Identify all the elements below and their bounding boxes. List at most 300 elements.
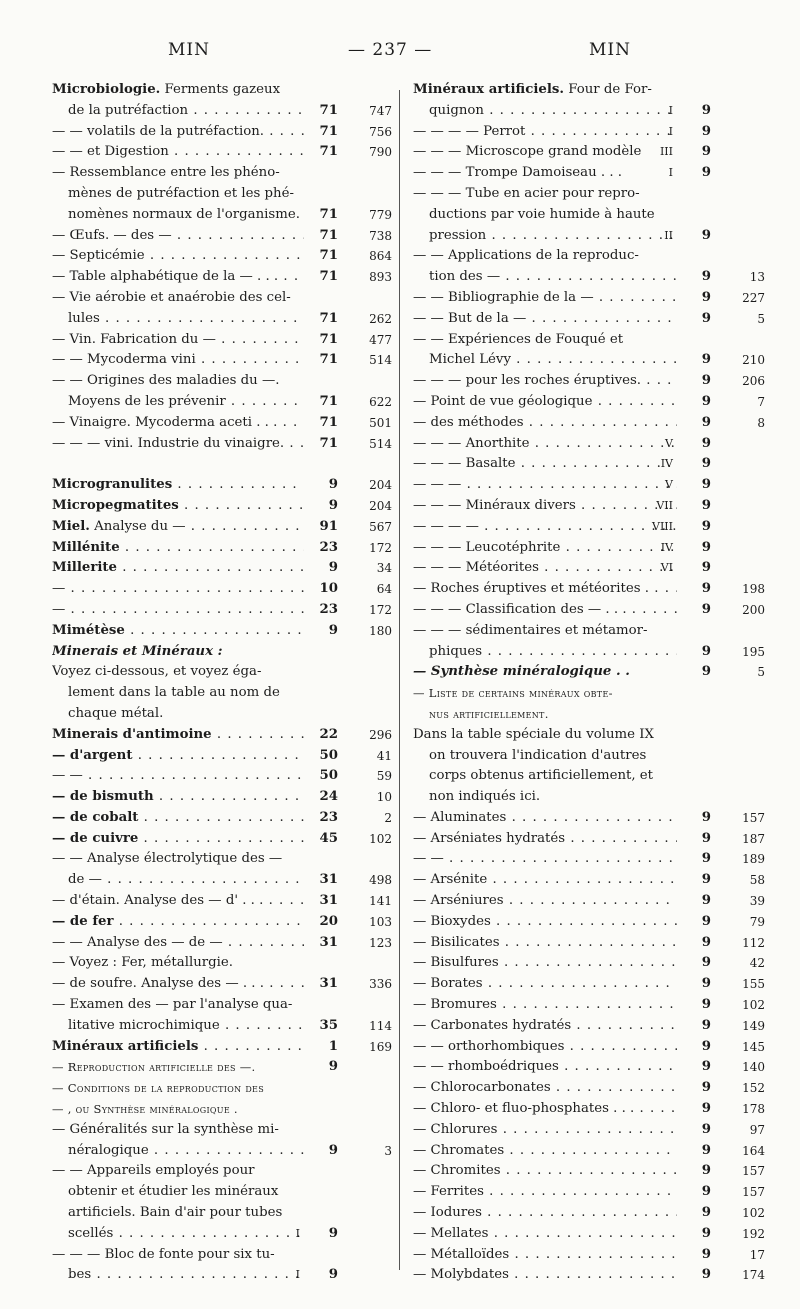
volume-number: 9 [701, 601, 711, 617]
volume-number: 71 [319, 331, 338, 347]
page-reference: 79 [749, 914, 765, 929]
page-reference: 64 [376, 582, 392, 597]
volume-number: 9 [701, 373, 711, 389]
index-entry [413, 787, 765, 808]
index-entry [52, 579, 392, 600]
entry-text [68, 683, 304, 704]
entry-label: — Arséniates hydratés [413, 830, 566, 846]
entry-text [68, 309, 304, 330]
page-reference: 198 [742, 582, 765, 597]
page-reference: 210 [742, 353, 765, 368]
entry-text [68, 1182, 304, 1203]
entry-label: — Bisulfures [413, 955, 499, 971]
entry-label: — [52, 581, 66, 597]
volume-number: 9 [701, 809, 711, 825]
volume-number: 9 [701, 1038, 711, 1054]
index-entry [52, 1120, 392, 1141]
index-entry [413, 1099, 765, 1120]
entry-label: Microbiologie. [52, 82, 161, 97]
entry-text [68, 184, 304, 205]
volume-number: 71 [319, 352, 338, 368]
page-reference: 164 [742, 1143, 765, 1158]
entry-text [413, 163, 677, 184]
entry-text [413, 184, 677, 205]
volume-number: 31 [319, 934, 338, 950]
entry-text [52, 80, 304, 101]
plate-number: I [668, 103, 673, 117]
index-entry [413, 891, 765, 912]
volume-number: 9 [701, 1059, 711, 1075]
index-entry [413, 1120, 765, 1141]
entry-text [413, 870, 677, 891]
entry-label: de la putréfaction [68, 102, 189, 118]
entry-label: — — Analyse des — de — [52, 934, 223, 950]
index-entry [413, 517, 765, 538]
index-entry [52, 787, 392, 808]
index-entry [413, 309, 765, 330]
entry-label: — — — — [413, 518, 479, 534]
entry-label: Minerais et Minéraux : [52, 643, 223, 659]
index-entry [52, 995, 392, 1016]
entry-text [413, 142, 677, 163]
index-entry [52, 849, 392, 870]
entry-label: — Bromures [413, 997, 497, 1013]
entry-text [52, 642, 304, 663]
entry-text [52, 1057, 304, 1079]
page-reference: 790 [369, 145, 392, 160]
entry-text [413, 558, 677, 579]
volume-number: 31 [319, 976, 338, 992]
entry-text [413, 600, 677, 621]
page-reference: 102 [742, 998, 765, 1013]
volume-number: 22 [319, 726, 338, 742]
entry-text [52, 933, 304, 954]
plate-number: I [295, 1226, 300, 1240]
entry-text [52, 288, 304, 309]
index-entry [413, 558, 765, 579]
index-entry [52, 142, 392, 163]
volume-number: 50 [319, 747, 338, 763]
page-reference: 155 [742, 977, 765, 992]
entry-label: — — — Bloc de fonte pour six tu- [52, 1246, 275, 1262]
volume-number: 9 [701, 227, 711, 243]
page-reference: 145 [742, 1039, 765, 1054]
entry-label: — de bismuth [52, 789, 154, 805]
page-reference: 172 [369, 540, 392, 555]
volume-number: 9 [701, 393, 711, 409]
page-reference: 13 [749, 270, 765, 285]
page-reference: 200 [742, 602, 765, 617]
entry-text [52, 371, 304, 392]
entry-label: — Synthèse minéralogique . . [413, 664, 630, 680]
entry-label: — — — Anorthite [413, 435, 530, 451]
index-entry [413, 933, 765, 954]
index-entry [413, 267, 765, 288]
entry-text [413, 1057, 677, 1078]
entry-text [52, 849, 304, 870]
entry-label: — Bioxydes [413, 913, 491, 929]
entry-text [68, 392, 304, 413]
page-reference: 864 [369, 249, 392, 264]
entry-label: — Métalloïdes [413, 1246, 510, 1262]
index-entry [52, 226, 392, 247]
entry-text [413, 1182, 677, 1203]
volume-number: 24 [319, 789, 338, 805]
index-entry [52, 538, 392, 559]
entry-text [52, 579, 304, 600]
volume-number: 9 [701, 1121, 711, 1137]
index-entry [413, 621, 765, 642]
volume-number: 9 [328, 1225, 338, 1241]
entry-text [52, 1161, 304, 1182]
entry-text [429, 205, 677, 226]
index-entry [413, 1224, 765, 1245]
volume-number: 10 [319, 581, 338, 597]
volume-number: 71 [319, 102, 338, 118]
volume-number: 9 [701, 581, 711, 597]
volume-number: 9 [701, 269, 711, 285]
entry-text [413, 80, 677, 101]
volume-number: 9 [701, 893, 711, 909]
entry-text [413, 829, 677, 850]
volume-number: 9 [328, 1267, 338, 1283]
entry-text [429, 642, 677, 663]
page-reference: 102 [369, 831, 392, 846]
entry-text [413, 579, 677, 600]
index-entry [413, 642, 765, 663]
index-entry [52, 1057, 392, 1078]
entry-label: — Chlorocarbonates [413, 1080, 551, 1096]
index-entry [52, 434, 392, 455]
entry-label: — Chromites [413, 1163, 501, 1179]
index-entry [413, 454, 765, 475]
page-reference: 5 [757, 665, 765, 680]
entry-text [413, 891, 677, 912]
index-entry [413, 475, 765, 496]
page-reference: 41 [376, 748, 392, 763]
page-reference: 498 [369, 873, 392, 888]
index-entry [52, 953, 392, 974]
entry-label: néralogique [68, 1142, 149, 1158]
entry-label: scellés [68, 1225, 114, 1241]
plate-number: V [665, 436, 673, 450]
index-entry [52, 1037, 392, 1058]
index-entry [52, 184, 392, 205]
page-reference: 779 [369, 207, 392, 222]
index-entry [413, 101, 765, 122]
plate-number: III [659, 145, 673, 159]
volume-number: 9 [701, 830, 711, 846]
entry-label: — — — Leucotéphrite [413, 539, 561, 555]
entry-label: — Chromates [413, 1142, 505, 1158]
page-reference: 157 [742, 1164, 765, 1179]
page-reference: 5 [757, 311, 765, 326]
entry-label-continued: Ferments gazeux [160, 82, 281, 97]
index-entry [52, 829, 392, 850]
volume-number: 71 [319, 248, 338, 264]
page-reference: 192 [742, 1226, 765, 1241]
page-reference: 187 [742, 831, 765, 846]
page-reference: 169 [369, 1039, 392, 1054]
volume-number: 9 [701, 955, 711, 971]
entry-text [413, 454, 677, 475]
plate-number: IV [660, 457, 673, 471]
right-column [413, 80, 765, 1286]
entry-text [52, 267, 304, 288]
entry-label: non indiqués ici. [429, 789, 541, 805]
entry-label: Millerite [52, 560, 117, 576]
entry-text [52, 829, 304, 850]
entry-label: — — But de la — [413, 310, 527, 326]
plate-number: IV [660, 540, 673, 554]
page-reference: 103 [369, 914, 392, 929]
entry-text [429, 766, 677, 787]
index-entry [52, 1161, 392, 1182]
plate-number: VIII [652, 519, 673, 533]
page-reference: 501 [369, 415, 392, 430]
volume-number: 23 [319, 809, 338, 825]
entry-label: mènes de putréfaction et les phé- [68, 185, 294, 201]
volume-number: 9 [701, 664, 711, 680]
entry-label: Moyens de les prévenir [68, 393, 226, 409]
entry-label: — Liste de certains minéraux obte- [413, 686, 613, 701]
entry-text [52, 1078, 304, 1100]
index-entry [413, 849, 765, 870]
volume-number: 9 [701, 144, 711, 160]
entry-label: — — — Tube en acier pour repro- [413, 185, 640, 201]
index-entry [413, 1161, 765, 1182]
volume-number: 9 [701, 1225, 711, 1241]
entry-label: — des méthodes [413, 414, 524, 430]
index-entry [52, 725, 392, 746]
entry-text [413, 517, 677, 538]
page-reference: 893 [369, 270, 392, 285]
entry-text [429, 226, 677, 247]
entry-label: — — Expériences de Fouqué et [413, 331, 624, 347]
page-reference: 195 [742, 644, 765, 659]
entry-text [52, 808, 304, 829]
page-reference: 3 [384, 1143, 392, 1158]
entry-text [429, 350, 677, 371]
entry-label: — de cuivre [52, 830, 139, 846]
entry-text [413, 496, 677, 517]
entry-label: — Roches éruptives et météorites . [413, 581, 650, 597]
entry-label: — Voyez : Fer, métallurgie. [52, 955, 233, 971]
volume-number: 9 [701, 1101, 711, 1117]
entry-text [413, 912, 677, 933]
entry-text [52, 600, 304, 621]
index-entry [52, 454, 392, 475]
entry-label: — Aluminates [413, 809, 507, 825]
volume-number: 9 [701, 913, 711, 929]
entry-label: — d'étain. Analyse des — d' . . . [52, 893, 264, 909]
page-reference: 17 [749, 1247, 765, 1262]
page-reference: 622 [369, 394, 392, 409]
left-column [52, 80, 392, 1286]
index-entry [52, 392, 392, 413]
entry-label: — — — Météorites [413, 560, 539, 576]
volume-number: 9 [701, 539, 711, 555]
page-reference: 102 [742, 1206, 765, 1221]
index-entry [52, 974, 392, 995]
entry-label: — — Origines des maladies du —. [52, 373, 280, 389]
entry-text [413, 953, 677, 974]
entry-label: — — — vini. Industrie du vinaigre. [52, 435, 285, 451]
index-entry [413, 683, 765, 704]
page-reference: 97 [749, 1122, 765, 1137]
entry-label: — — — Minéraux divers [413, 497, 576, 513]
entry-text [52, 621, 304, 642]
entry-label: litative microchimique [68, 1017, 220, 1033]
entry-label: phiques [429, 643, 483, 659]
entry-label: Voyez ci-dessous, et voyez éga- [52, 664, 262, 680]
entry-label: Miel. [52, 518, 90, 534]
volume-number: 20 [319, 913, 338, 929]
entry-text [413, 1245, 677, 1266]
entry-text [413, 1224, 677, 1245]
index-entry [413, 371, 765, 392]
entry-label: lement dans la table au nom de [68, 685, 280, 701]
index-entry [413, 1078, 765, 1099]
index-entry [52, 350, 392, 371]
entry-label: — — — Classification des — . . . [413, 601, 627, 617]
entry-label: — Point de vue géologique [413, 393, 593, 409]
index-entry [52, 330, 392, 351]
index-entry [52, 1141, 392, 1162]
index-entry [413, 330, 765, 351]
index-entry [52, 891, 392, 912]
index-entry [413, 704, 765, 725]
entry-label: — Septicémie [52, 248, 145, 264]
entry-text [413, 413, 677, 434]
page-reference: 189 [742, 852, 765, 867]
volume-number: 9 [701, 477, 711, 493]
volume-number: 1 [328, 1038, 338, 1054]
entry-label: — — [413, 851, 444, 867]
page-reference: 174 [742, 1268, 765, 1283]
page-reference: 172 [369, 602, 392, 617]
volume-number: 71 [319, 393, 338, 409]
index-entry [413, 1016, 765, 1037]
volume-number: 9 [701, 1205, 711, 1221]
entry-label: — Ferrites [413, 1184, 484, 1200]
entry-label: tion des — [429, 269, 501, 285]
page-reference: 296 [369, 727, 392, 742]
entry-text [413, 1161, 677, 1182]
index-entry [413, 953, 765, 974]
plate-number: II [664, 228, 673, 242]
entry-text [413, 683, 677, 705]
entry-text [429, 704, 677, 726]
volume-number: 91 [319, 518, 338, 534]
entry-label: — Chlorures [413, 1121, 498, 1137]
index-entry [413, 184, 765, 205]
entry-text [52, 1099, 304, 1121]
index-entry [52, 1224, 392, 1245]
entry-text [52, 517, 304, 538]
plate-number: VI [660, 561, 673, 575]
plate-number: I [668, 166, 673, 180]
entry-label: — Vie aérobie et anaérobie des cel- [52, 289, 291, 305]
index-entry [52, 1016, 392, 1037]
entry-label: — Carbonates hydratés [413, 1017, 572, 1033]
index-entry [413, 1265, 765, 1286]
entry-label: — — rhomboédriques [413, 1059, 559, 1075]
entry-text [413, 725, 677, 746]
page-reference: 59 [376, 769, 392, 784]
entry-label: de — [68, 872, 102, 888]
entry-label: Minerais d'antimoine [52, 726, 212, 742]
index-entry [413, 870, 765, 891]
index-entry [52, 288, 392, 309]
entry-text [413, 475, 677, 496]
volume-number: 9 [701, 1267, 711, 1283]
entry-text [52, 974, 304, 995]
index-entry [52, 912, 392, 933]
index-entry [413, 1057, 765, 1078]
entry-label: — Table alphabétique de la — . . . [52, 269, 279, 285]
entry-text [413, 434, 677, 455]
index-entry [52, 267, 392, 288]
index-entry [413, 1245, 765, 1266]
entry-text [68, 1016, 304, 1037]
volume-number: 9 [701, 560, 711, 576]
entry-label: — — — Microscope grand modèle [413, 144, 642, 160]
entry-label: — Iodures [413, 1205, 482, 1221]
entry-label: — de cobalt [52, 809, 139, 825]
volume-number: 9 [701, 1142, 711, 1158]
index-entry [413, 496, 765, 517]
entry-text [429, 787, 677, 808]
page-reference: 58 [749, 873, 765, 888]
page-reference: 756 [369, 124, 392, 139]
entry-text [52, 122, 304, 143]
index-entry [413, 226, 765, 247]
index-entry [52, 558, 392, 579]
index-entry [52, 642, 392, 663]
volume-number: 9 [701, 1246, 711, 1262]
entry-label: — — et Digestion [52, 144, 169, 160]
index-entry [52, 1078, 392, 1099]
page-reference: 477 [369, 332, 392, 347]
entry-label: Minéraux artificiels [52, 1038, 199, 1054]
index-entry [413, 808, 765, 829]
volume-number: 9 [328, 622, 338, 638]
index-entry [52, 746, 392, 767]
entry-text [413, 1141, 677, 1162]
index-entry [52, 808, 392, 829]
volume-number: 23 [319, 539, 338, 555]
entry-text [52, 538, 304, 559]
entry-label: — — Appareils employés pour [52, 1163, 255, 1179]
page-reference: 152 [742, 1081, 765, 1096]
volume-number: 71 [319, 123, 338, 139]
entry-label: — — [52, 768, 83, 784]
entry-text [413, 1037, 677, 1058]
entry-label: — — volatils de la putréfaction. [52, 123, 264, 139]
entry-label: on trouvera l'indication d'autres [429, 747, 647, 763]
entry-label: — Arséniures [413, 893, 504, 909]
index-entry [52, 413, 392, 434]
entry-text [52, 766, 304, 787]
volume-number: 31 [319, 893, 338, 909]
entry-label: — — Analyse électrolytique des — [52, 851, 283, 867]
entry-label: obtenir et étudier les minéraux [68, 1184, 279, 1200]
volume-number: 9 [701, 643, 711, 659]
entry-label: — Vinaigre. Mycoderma aceti . . . [52, 414, 278, 430]
index-entry [52, 205, 392, 226]
entry-text [68, 704, 304, 725]
